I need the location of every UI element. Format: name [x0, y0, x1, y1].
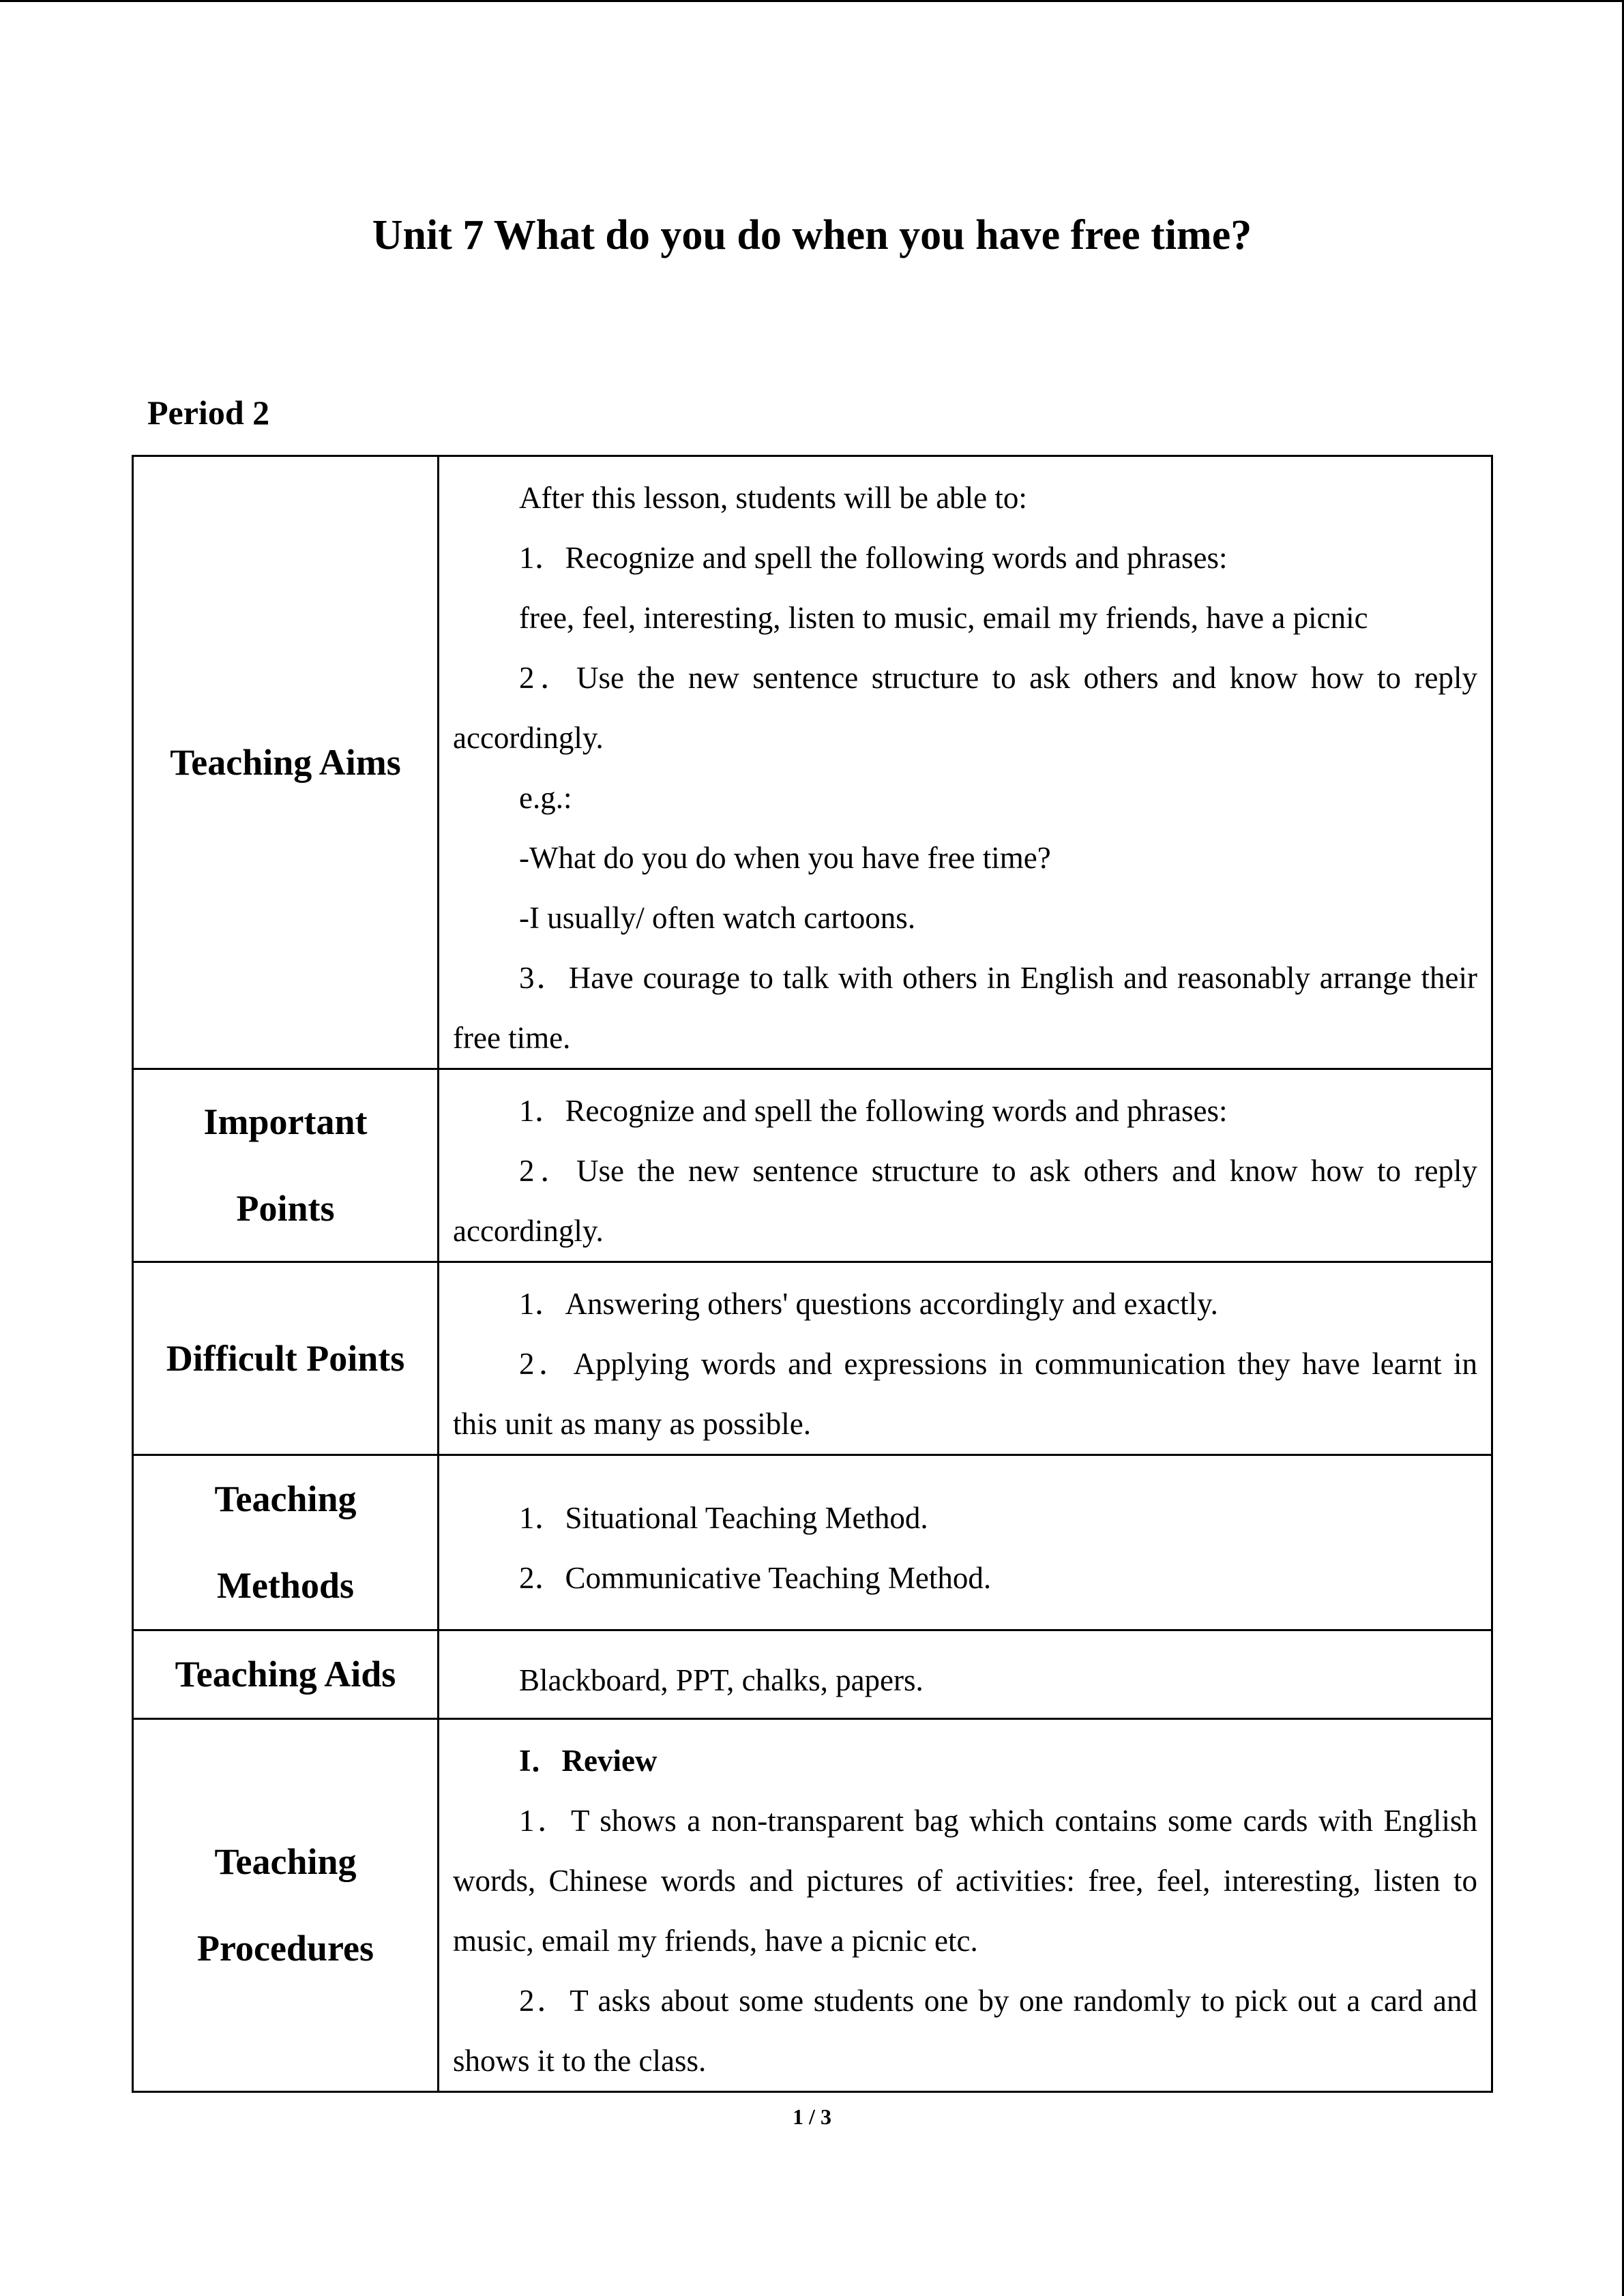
teaching-aims-content: [439, 456, 1492, 1069]
teaching-methods-content: [439, 1455, 1492, 1630]
aims-line: 2．Use the new sentence structure to ask others and know how to reply accordingly.: [453, 661, 1477, 755]
important-points-label-line1: Important: [203, 1101, 368, 1142]
aims-line: After this lesson, students will be able to:: [519, 481, 1027, 515]
important-points-content: [439, 1069, 1492, 1262]
teaching-aids-label: Teaching Aids: [133, 1630, 439, 1719]
aims-line: e.g.:: [519, 781, 572, 815]
difficult-points-label: Difficult Points: [133, 1262, 439, 1455]
period-label: Period 2: [147, 393, 270, 432]
teaching-methods-label: [133, 1455, 439, 1630]
page-top-border: [0, 0, 1624, 2]
aims-line: 3．Have courage to talk with others in English and reasonably arrange their free time.: [453, 961, 1477, 1055]
difficult-line: 2．Applying words and expressions in communication they have learnt in this unit as many as possible.: [453, 1347, 1477, 1441]
table-row-difficult-points: [133, 1262, 1492, 1455]
aims-line: 1．Recognize and spell the following words and phrases:: [519, 541, 1228, 575]
methods-line: 1．Situational Teaching Method.: [519, 1501, 928, 1535]
table-row-important-points: [133, 1069, 1492, 1262]
teaching-methods-label-line2: Methods: [217, 1565, 354, 1606]
table-row-teaching-aids: [133, 1630, 1492, 1719]
teaching-methods-label-line1: Teaching: [214, 1478, 357, 1519]
teaching-procedures-content: [439, 1719, 1492, 2092]
table-row-teaching-aims: [133, 456, 1492, 1069]
teaching-aims-label: Teaching Aims: [133, 456, 439, 1069]
difficult-line: 1．Answering others' questions accordingly and exactly.: [519, 1287, 1218, 1321]
teaching-procedures-label-line2: Procedures: [197, 1928, 374, 1969]
aims-line: free, feel, interesting, listen to music, email my friends, have a picnic: [519, 601, 1368, 635]
table-row-teaching-procedures: [133, 1719, 1492, 2092]
aims-line: -I usually/ often watch cartoons.: [519, 901, 916, 935]
procedures-line: 2．T asks about some students one by one randomly to pick out a card and shows it to the class.: [453, 1984, 1477, 2078]
important-points-label-line2: Points: [236, 1188, 335, 1229]
procedures-heading: I．Review: [519, 1744, 658, 1778]
aims-line: -What do you do when you have free time?: [519, 841, 1051, 875]
teaching-procedures-label-line1: Teaching: [214, 1841, 357, 1882]
page-number: 1 / 3: [793, 2104, 831, 2129]
methods-line: 2．Communicative Teaching Method.: [519, 1561, 992, 1595]
important-line: 1．Recognize and spell the following words and phrases:: [519, 1094, 1228, 1128]
teaching-aids-content: [439, 1630, 1492, 1719]
table-row-teaching-methods: [133, 1455, 1492, 1630]
important-points-label: [133, 1069, 439, 1262]
difficult-points-content: [439, 1262, 1492, 1455]
teaching-procedures-label: [133, 1719, 439, 2092]
lesson-plan-table: [132, 455, 1493, 2093]
document-title: Unit 7 What do you do when you have free time?: [372, 212, 1252, 258]
important-line: 2．Use the new sentence structure to ask others and know how to reply accordingly.: [453, 1154, 1477, 1248]
aids-line: Blackboard, PPT, chalks, papers.: [519, 1663, 924, 1697]
procedures-line: 1．T shows a non-transparent bag which contains some cards with English words, Chinese words and pictures of activities: free, feel, interesting, listen to music, email my friends, have a picnic etc.: [453, 1804, 1477, 1958]
